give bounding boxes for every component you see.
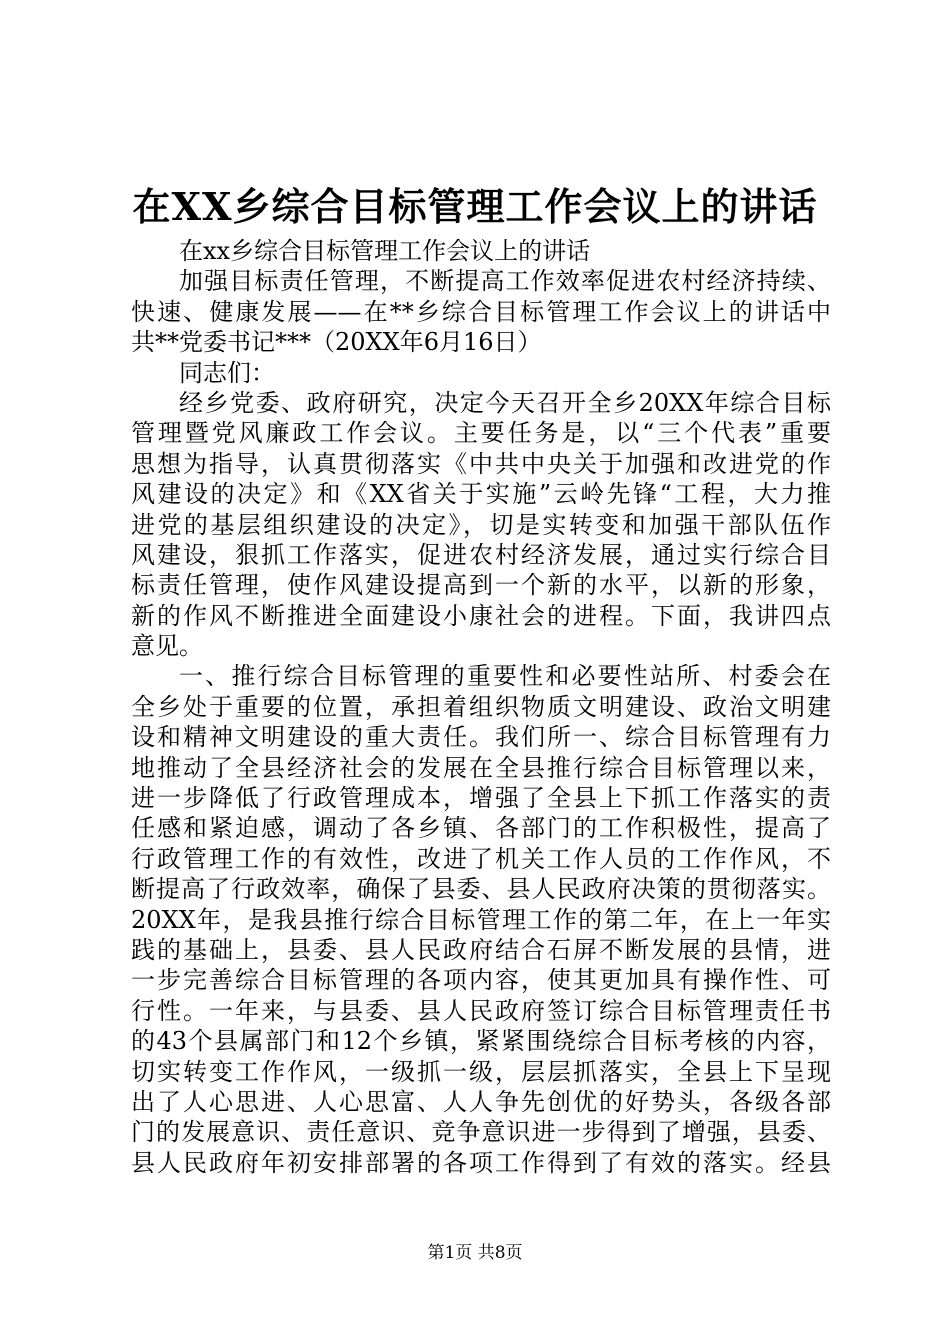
body-line: 意见。 <box>131 632 203 661</box>
body-line: 县人民政府年初安排部署的各项工作得到了有效的落实。经县 <box>131 1148 831 1177</box>
body-line: 思想为指导，认真贯彻落实《中共中央关于加强和改进党的作 <box>131 449 831 478</box>
body-line: 践的基础上，县委、县人民政府结合石屏不断发展的县情，进 <box>131 935 831 964</box>
body-line: 出了人心思进、人心思富、人人争先创优的好势头，各级各部 <box>131 1087 831 1116</box>
body-line: 行政管理工作的有效性，改进了机关工作人员的工作作风，不 <box>131 844 831 873</box>
body-line: 门的发展意识、责任意识、竞争意识进一步得到了增强，县委、 <box>131 1118 831 1147</box>
body-line: 设和精神文明建设的重大责任。我们所一、综合目标管理有力 <box>131 723 831 752</box>
body-line: 同志们： <box>179 358 275 387</box>
body-line: 断提高了行政效率，确保了县委、县人民政府决策的贯彻落实。 <box>131 875 831 904</box>
page-footer: 第1页 共8页 <box>427 1243 523 1263</box>
body-line: 风建设，狠抓工作落实，促进农村经济发展，通过实行综合目 <box>131 540 831 569</box>
body-line: 快速、健康发展——在**乡综合目标管理工作会议上的讲话中 <box>131 297 831 326</box>
body-line: 风建设的决定》和《XX省关于实施”云岭先锋“工程，大力推 <box>131 480 831 509</box>
body-line: 20XX年，是我县推行综合目标管理工作的第二年，在上一年实 <box>131 905 831 934</box>
body-line: 进一步降低了行政管理成本，增强了全县上下抓工作落实的责 <box>131 784 831 813</box>
body-line: 在xx乡综合目标管理工作会议上的讲话 <box>179 237 591 265</box>
body-line: 地推动了全县经济社会的发展在全县推行综合目标管理以来， <box>131 753 831 782</box>
body-line: 管理暨党风廉政工作会议。主要任务是，以“三个代表”重要 <box>131 419 831 448</box>
body-line: 进党的基层组织建设的决定》，切是实转变和加强干部队伍作 <box>131 510 831 539</box>
body-line: 任感和紧迫感，调动了各乡镇、各部门的工作积极性，提高了 <box>131 814 831 843</box>
body-line: 行性。一年来，与县委、县人民政府签订综合目标管理责任书 <box>131 996 831 1025</box>
body-line: 加强目标责任管理，不断提高工作效率促进农村经济持续、 <box>179 267 831 296</box>
body-line: 新的作风不断推进全面建设小康社会的进程。下面，我讲四点 <box>131 601 831 630</box>
body-line: 共**党委书记***（20XX年6月16日） <box>131 328 542 357</box>
body-line: 标责任管理，使作风建设提高到一个新的水平，以新的形象， <box>131 571 831 600</box>
body-line: 全乡处于重要的位置，承担着组织物质文明建设、政治文明建 <box>131 692 831 721</box>
body-line: 一、推行综合目标管理的重要性和必要性站所、村委会在 <box>179 662 831 691</box>
body-line: 的43个县属部门和12个乡镇，紧紧围绕综合目标考核的内容， <box>131 1027 831 1056</box>
body-line: 切实转变工作作风，一级抓一级，层层抓落实，全县上下呈现 <box>131 1057 831 1086</box>
document-body <box>131 236 831 1178</box>
body-line: 一步完善综合目标管理的各项内容，使其更加具有操作性、可 <box>131 966 831 995</box>
document-title: 在XX乡综合目标管理工作会议上的讲话 <box>132 184 818 229</box>
body-line: 经乡党委、政府研究，决定今天召开全乡20XX年综合目标 <box>179 388 831 417</box>
